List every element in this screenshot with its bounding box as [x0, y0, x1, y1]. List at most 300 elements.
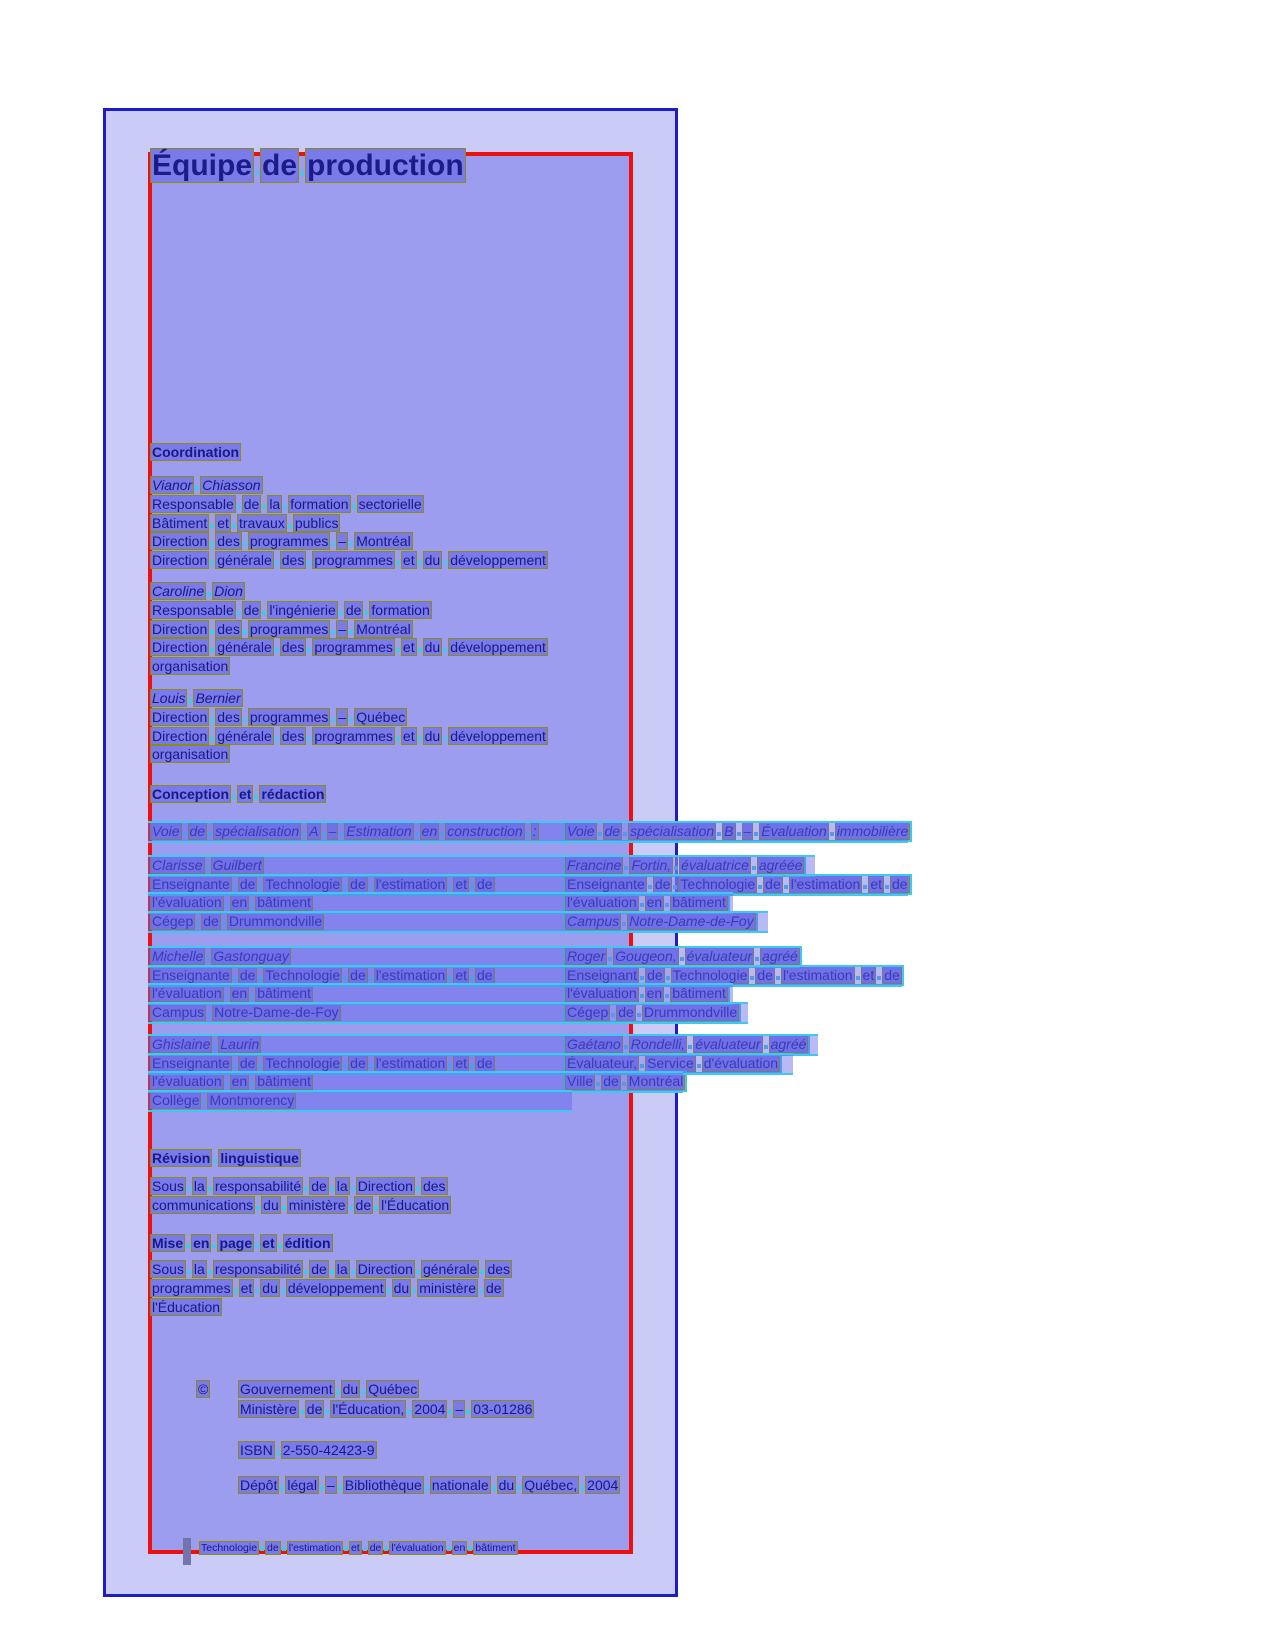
word-highlight: bâtiment — [257, 1073, 311, 1089]
word-highlight: Vianor — [152, 477, 193, 493]
word-highlight: spécialisation — [630, 823, 715, 839]
word-highlight: Montréal — [628, 1073, 684, 1089]
space-mark — [232, 524, 236, 528]
word-highlight: en — [646, 894, 663, 910]
word-highlight: générale — [217, 551, 272, 568]
space-mark — [344, 1547, 348, 1551]
word-highlight: – — [338, 533, 347, 549]
word-highlight: en — [231, 894, 248, 910]
space-mark — [492, 1486, 496, 1490]
word-highlight: Enseignante — [152, 966, 230, 983]
space-mark — [234, 1289, 238, 1293]
space-mark — [448, 1410, 452, 1414]
word-highlight: Bibliothèque — [344, 1477, 422, 1493]
word-highlight: Dépôt — [240, 1477, 278, 1493]
word-highlight: programmes — [314, 551, 393, 568]
word-highlight: formation — [290, 496, 349, 512]
word-highlight: Direction — [152, 709, 208, 725]
word-highlight: de — [477, 1054, 493, 1071]
word-highlight: et — [262, 1235, 275, 1251]
word-highlight: 2004 — [414, 1401, 446, 1417]
section-heading-coordination — [150, 444, 241, 461]
word-highlight: Campus — [152, 1003, 205, 1020]
word-highlight: la — [336, 1261, 348, 1277]
word-highlight: en — [231, 1073, 248, 1089]
word-highlight: de — [306, 1401, 323, 1417]
space-mark — [443, 561, 447, 565]
space-mark — [280, 1486, 284, 1490]
word-highlight: bâtiment — [257, 985, 311, 1001]
text-line — [150, 639, 548, 656]
word-highlight: programmes — [314, 639, 393, 655]
word-highlight: évaluatrice — [681, 857, 749, 873]
word-highlight: des — [281, 639, 305, 655]
word-highlight: Québec, — [524, 1477, 578, 1493]
copyright-line — [238, 1442, 377, 1459]
word-highlight: Sous — [152, 1261, 184, 1277]
space-mark — [208, 1270, 212, 1274]
text-line — [150, 709, 407, 726]
space-mark — [447, 1547, 451, 1551]
space-mark — [237, 505, 241, 509]
word-highlight: production — [307, 149, 464, 182]
word-highlight: légal — [287, 1477, 317, 1493]
word-highlight: générale — [217, 727, 272, 744]
word-highlight: de — [243, 602, 260, 618]
word-highlight: du — [424, 639, 441, 655]
word-highlight: Technologie — [680, 875, 756, 892]
row-highlight-bar — [148, 821, 908, 843]
word-highlight: Technologie — [201, 1542, 258, 1554]
word-highlight: Guilbert — [212, 857, 262, 873]
word-highlight: bâtiment — [475, 1542, 516, 1554]
text-line — [150, 1197, 451, 1214]
space-mark — [283, 505, 287, 509]
word-highlight: Bâtiment — [152, 514, 208, 531]
word-highlight: l'estimation — [790, 875, 861, 892]
word-highlight: © — [198, 1381, 209, 1397]
space-mark — [338, 1486, 342, 1490]
word-highlight: de — [892, 875, 908, 892]
word-highlight: Gaétano — [567, 1036, 621, 1052]
word-highlight: l'ingénierie — [269, 602, 336, 618]
word-highlight: responsabilité — [214, 1261, 302, 1277]
space-mark — [237, 611, 241, 615]
word-highlight: ministère — [419, 1280, 476, 1296]
word-highlight: évaluateur — [695, 1036, 761, 1052]
word-highlight: travaux — [238, 514, 285, 531]
word-highlight: Conception — [152, 786, 229, 802]
word-highlight: de — [350, 1054, 366, 1071]
word-highlight: l'estimation — [375, 966, 446, 983]
text-line — [150, 1299, 222, 1316]
word-highlight: Enseignant — [567, 966, 638, 983]
word-highlight: de — [243, 496, 260, 512]
word-highlight: Notre-Dame-de-Foy — [214, 1003, 339, 1020]
word-highlight: la — [193, 1261, 205, 1277]
text-line — [150, 746, 230, 763]
space-mark — [331, 718, 335, 722]
word-highlight: l'évaluation — [567, 985, 637, 1001]
space-mark — [255, 171, 259, 175]
space-mark — [213, 1159, 217, 1163]
word-highlight: et — [402, 551, 415, 568]
word-highlight: de — [239, 1054, 256, 1071]
word-highlight: Enseignante — [152, 875, 230, 892]
word-highlight: bâtiment — [672, 985, 726, 1001]
word-highlight: des — [217, 709, 240, 725]
text-line — [150, 496, 424, 513]
word-highlight: de — [355, 1196, 372, 1213]
page-title — [150, 149, 466, 182]
space-mark — [243, 630, 247, 634]
word-highlight: Révision — [152, 1150, 211, 1166]
word-highlight: Fortin, — [631, 857, 672, 873]
word-highlight: du — [262, 1280, 278, 1296]
word-highlight: l'estimation — [288, 1542, 341, 1554]
text-line — [150, 1261, 512, 1278]
word-highlight: Ministère — [240, 1401, 297, 1417]
word-highlight: Chiasson — [202, 477, 261, 493]
word-highlight: Direction — [152, 639, 208, 655]
space-mark — [363, 1547, 367, 1551]
space-mark — [331, 542, 335, 546]
word-highlight: page — [219, 1235, 253, 1251]
space-mark — [254, 795, 258, 799]
word-highlight: des — [487, 1261, 511, 1277]
word-highlight: 2004 — [587, 1477, 619, 1493]
person-name — [150, 477, 263, 494]
space-mark — [262, 505, 266, 509]
space-mark — [210, 630, 214, 634]
person-name — [150, 583, 245, 600]
word-highlight: générale — [217, 639, 272, 655]
word-highlight: programmes — [249, 533, 329, 549]
space-mark — [349, 1206, 353, 1210]
word-highlight: de — [311, 1261, 327, 1277]
word-highlight: ISBN — [240, 1442, 273, 1458]
word-highlight: de — [369, 1542, 382, 1554]
space-mark — [307, 737, 311, 741]
word-highlight: Drummondville — [643, 1003, 738, 1020]
word-highlight: de — [203, 912, 219, 929]
space-mark — [300, 171, 304, 175]
word-highlight: Évaluation — [761, 823, 827, 839]
space-mark — [416, 1270, 420, 1274]
word-highlight: rédaction — [261, 786, 325, 802]
space-mark — [210, 718, 214, 722]
word-highlight: l'estimation — [782, 966, 853, 983]
word-highlight: de — [239, 875, 256, 892]
word-highlight: de — [350, 875, 366, 892]
word-highlight: la — [193, 1178, 205, 1194]
word-highlight: et — [455, 1054, 468, 1071]
word-highlight: Enseignante — [567, 875, 645, 892]
word-highlight: du — [342, 1381, 359, 1397]
space-mark — [281, 1289, 285, 1293]
word-highlight: de — [477, 875, 493, 892]
word-highlight: sectorielle — [358, 496, 422, 512]
space-mark — [210, 561, 214, 565]
word-highlight: Montmorency — [209, 1091, 295, 1108]
space-mark — [275, 737, 279, 741]
word-highlight: et — [455, 875, 468, 892]
word-highlight: B — [724, 823, 734, 839]
word-highlight: Drummondville — [228, 912, 323, 929]
word-highlight: Francine — [567, 857, 622, 873]
space-mark — [387, 1289, 391, 1293]
word-highlight: – — [743, 823, 752, 839]
word-highlight: Cégep — [152, 912, 194, 929]
text-line — [150, 515, 340, 532]
space-mark — [349, 630, 353, 634]
space-mark — [352, 505, 356, 509]
word-highlight: de — [765, 875, 781, 892]
word-highlight: Collège — [152, 1091, 200, 1108]
word-highlight: Ghislaine — [152, 1036, 211, 1052]
word-highlight: en — [231, 985, 248, 1001]
word-highlight: en — [421, 823, 438, 839]
word-highlight: de — [477, 966, 493, 983]
word-highlight: d'évaluation — [703, 1054, 779, 1071]
word-highlight: Responsable — [152, 602, 234, 618]
word-highlight: l'Éducation — [381, 1196, 450, 1213]
word-highlight: des — [281, 551, 305, 568]
word-highlight: de — [647, 966, 663, 983]
space-mark — [282, 1206, 286, 1210]
text-line — [150, 1178, 448, 1195]
section-heading-conception — [150, 786, 326, 803]
word-highlight: 2-550-42423-9 — [282, 1442, 375, 1458]
space-mark — [580, 1486, 584, 1490]
space-mark — [275, 561, 279, 565]
space-mark — [288, 524, 292, 528]
space-mark — [210, 524, 214, 528]
word-highlight: développement — [287, 1280, 384, 1296]
word-highlight: 03-01286 — [473, 1401, 533, 1417]
word-highlight: Voie — [567, 823, 595, 839]
word-highlight: Campus — [567, 912, 620, 929]
row-highlight-bar — [148, 1090, 572, 1112]
word-highlight: générale — [422, 1261, 478, 1277]
word-highlight: programmes — [152, 1280, 231, 1296]
word-highlight: Direction — [152, 533, 208, 549]
word-highlight: A — [309, 823, 319, 839]
space-mark — [374, 1206, 378, 1210]
word-highlight: immobilière — [836, 823, 909, 839]
text-line — [150, 1280, 504, 1297]
word-highlight: agréée — [758, 857, 803, 873]
word-highlight: de — [262, 149, 298, 182]
word-highlight: Québec — [356, 709, 406, 725]
copyright-symbol — [196, 1381, 210, 1398]
word-highlight: de — [189, 823, 206, 839]
space-mark — [396, 648, 400, 652]
space-mark — [187, 1187, 191, 1191]
word-highlight: – — [328, 823, 337, 839]
word-highlight: de — [604, 823, 621, 839]
space-mark — [364, 611, 368, 615]
space-mark — [412, 1289, 416, 1293]
word-highlight: développement — [450, 639, 546, 655]
word-highlight: programmes — [249, 620, 329, 637]
word-highlight: de — [884, 966, 900, 983]
space-mark — [262, 611, 266, 615]
word-highlight: Direction — [152, 551, 208, 568]
word-highlight: développement — [450, 727, 546, 744]
word-highlight: l'Éducation, — [332, 1401, 405, 1417]
space-mark — [304, 1270, 308, 1274]
word-highlight: des — [217, 620, 240, 637]
space-mark — [260, 1547, 264, 1551]
word-highlight: en — [453, 1542, 466, 1554]
space-mark — [195, 486, 199, 490]
text-line — [150, 658, 230, 675]
space-mark — [307, 648, 311, 652]
word-highlight: de — [757, 966, 773, 983]
word-highlight: des — [217, 533, 240, 549]
word-highlight: du — [393, 1280, 410, 1296]
word-highlight: et — [870, 875, 883, 892]
word-highlight: de — [239, 966, 256, 983]
word-highlight: Équipe — [152, 149, 253, 182]
space-mark — [361, 1390, 365, 1394]
space-mark — [425, 1486, 429, 1490]
word-highlight: Québec — [368, 1381, 418, 1397]
space-mark — [255, 1244, 259, 1248]
space-mark — [300, 1410, 304, 1414]
space-mark — [282, 1547, 286, 1551]
space-mark — [418, 648, 422, 652]
word-highlight: Ville — [567, 1073, 594, 1089]
space-mark — [468, 1547, 472, 1551]
space-mark — [187, 1270, 191, 1274]
word-highlight: de — [618, 1003, 634, 1020]
person-name — [150, 690, 243, 707]
word-highlight: organisation — [152, 657, 229, 674]
word-highlight: bâtiment — [257, 894, 311, 910]
word-highlight: l'évaluation — [152, 1073, 222, 1089]
space-mark — [418, 561, 422, 565]
word-highlight: de — [485, 1280, 502, 1296]
space-mark — [210, 542, 214, 546]
text-line — [150, 602, 432, 619]
space-mark — [232, 795, 236, 799]
word-highlight: du — [424, 727, 441, 744]
word-highlight: formation — [371, 602, 430, 618]
copyright-line — [238, 1477, 620, 1494]
word-highlight: Technologie — [265, 966, 341, 983]
word-highlight: des — [281, 727, 305, 744]
space-mark — [304, 1187, 308, 1191]
word-highlight: l'évaluation — [567, 894, 637, 910]
footer-divider-bar — [183, 1538, 191, 1565]
space-mark — [320, 1486, 324, 1490]
word-highlight: Montréal — [356, 533, 411, 549]
word-highlight: Roger — [567, 948, 606, 964]
space-mark — [276, 1451, 280, 1455]
space-mark — [336, 1390, 340, 1394]
space-mark — [330, 1270, 334, 1274]
text-line — [150, 728, 548, 745]
word-highlight: et — [455, 966, 468, 983]
text-line — [150, 621, 413, 638]
word-highlight: Direction — [357, 1261, 413, 1277]
word-highlight: et — [240, 1280, 253, 1296]
word-highlight: nationale — [431, 1477, 489, 1493]
space-mark — [418, 737, 422, 741]
word-highlight: responsabilité — [214, 1178, 302, 1194]
word-highlight: Bernier — [195, 690, 241, 706]
word-highlight: de — [350, 966, 366, 983]
word-highlight: et — [217, 514, 229, 531]
word-highlight: spécialisation — [215, 823, 300, 839]
space-mark — [517, 1486, 521, 1490]
word-highlight: et — [862, 966, 875, 983]
word-highlight: et — [402, 639, 415, 655]
word-highlight: agréé — [770, 1036, 807, 1052]
space-mark — [210, 648, 214, 652]
space-mark — [186, 1244, 190, 1248]
word-highlight: Direction — [357, 1178, 413, 1194]
word-highlight: Responsable — [152, 496, 234, 512]
row-highlight-bar — [148, 911, 768, 933]
word-highlight: bâtiment — [672, 894, 726, 910]
word-highlight: Évaluateur, — [567, 1054, 638, 1071]
section-heading-mise-en-page — [150, 1235, 333, 1252]
word-highlight: programmes — [249, 709, 329, 725]
space-mark — [384, 1547, 388, 1551]
row-highlight-bar — [148, 1002, 748, 1024]
space-mark — [208, 1187, 212, 1191]
space-mark — [407, 1410, 411, 1414]
space-mark — [331, 630, 335, 634]
word-highlight: Direction — [152, 620, 208, 637]
word-highlight: Notre-Dame-de-Foy — [629, 912, 754, 929]
word-highlight: Gougeon, — [615, 948, 677, 964]
word-highlight: Cégep — [567, 1003, 609, 1020]
space-mark — [256, 1206, 260, 1210]
space-mark — [207, 592, 211, 596]
word-highlight: – — [338, 620, 347, 637]
word-highlight: Estimation — [346, 823, 412, 839]
word-highlight: – — [338, 709, 347, 725]
word-highlight: de — [603, 1073, 619, 1089]
space-mark — [188, 699, 192, 703]
word-highlight: de — [311, 1178, 327, 1194]
word-highlight: l'Éducation — [152, 1299, 221, 1315]
word-highlight: des — [422, 1178, 446, 1194]
word-highlight: du — [263, 1196, 279, 1213]
word-highlight: Rondelli, — [630, 1036, 686, 1052]
word-highlight: ministère — [288, 1196, 346, 1213]
space-mark — [330, 1187, 334, 1191]
word-highlight: édition — [284, 1235, 331, 1251]
word-highlight: l'estimation — [375, 875, 446, 892]
text-line — [150, 533, 413, 550]
word-highlight: Louis — [152, 690, 186, 706]
space-mark — [212, 1244, 216, 1248]
word-highlight: Sous — [152, 1178, 184, 1194]
word-highlight: de — [654, 875, 671, 892]
space-mark — [349, 542, 353, 546]
word-highlight: de — [345, 602, 362, 618]
space-mark — [349, 718, 353, 722]
word-highlight: publics — [294, 514, 339, 531]
word-highlight: de — [267, 1542, 279, 1554]
space-mark — [275, 648, 279, 652]
word-highlight: : — [532, 823, 537, 839]
